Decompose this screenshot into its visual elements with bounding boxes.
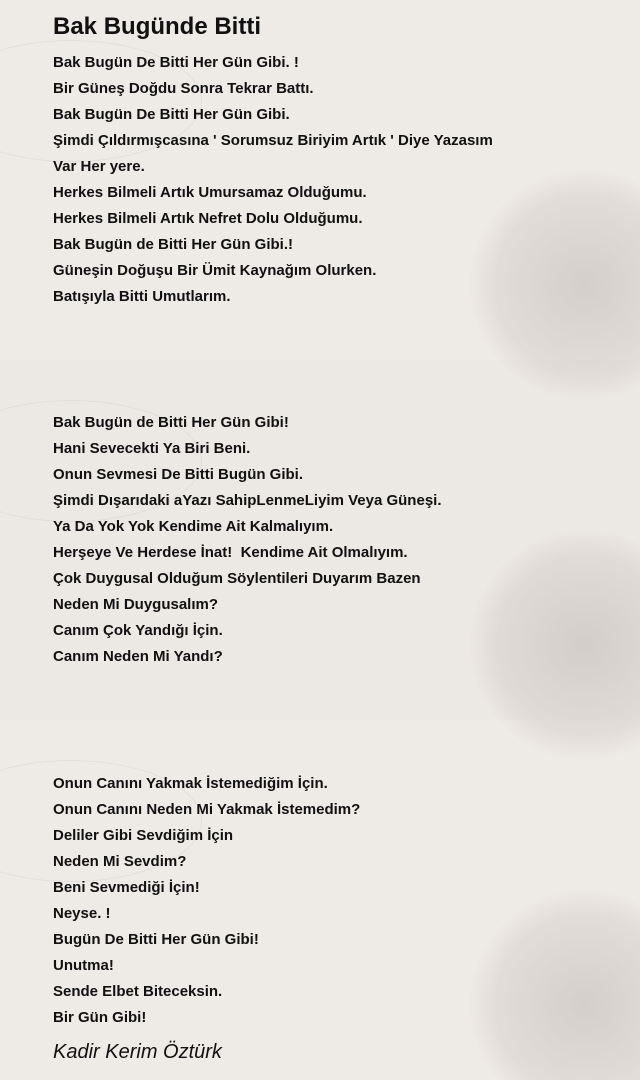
poem-line: Herkes Bilmeli Artık Nefret Dolu Olduğumu.	[53, 210, 363, 227]
poem-line: Onun Sevmesi De Bitti Bugün Gibi.	[53, 466, 304, 483]
poem-line: Bir Güneş Doğdu Sonra Tekrar Battı.	[53, 80, 314, 97]
poem-line: Herkes Bilmeli Artık Umursamaz Olduğumu.	[53, 184, 367, 201]
poem-line: Bak Bugün De Bitti Her Gün Gibi. !	[53, 54, 299, 71]
stanza-1	[53, 50, 623, 310]
poem-line: Var Her yere.	[53, 158, 145, 175]
poem-line: Güneşin Doğuşu Bir Ümit Kaynağım Olurken.	[53, 262, 377, 279]
poem-line: Şimdi Çıldırmışcasına ' Sorumsuz Biriyim Artık ' Diye Yazasım	[53, 132, 493, 149]
poem-line: Bir Gün Gibi!	[53, 1009, 147, 1026]
poem-line: Çok Duygusal Olduğum Söylentileri Duyarım Bazen	[53, 570, 421, 587]
poem-line: Deliler Gibi Sevdiğim İçin	[53, 827, 234, 844]
poem-line: Onun Canını Yakmak İstemediğim İçin.	[53, 775, 328, 792]
poem-line: Canım Çok Yandığı İçin.	[53, 622, 223, 639]
poem-line: Herşeye Ve Herdese İnat! Kendime Ait Olmalıyım.	[53, 544, 408, 561]
stanza-2	[53, 410, 623, 670]
poem-line: Unutma!	[53, 957, 114, 974]
poem-line: Hani Sevecekti Ya Biri Beni.	[53, 440, 251, 457]
poem-line: Bak Bugün de Bitti Her Gün Gibi.!	[53, 236, 293, 253]
poem-line: Bak Bugün De Bitti Her Gün Gibi.	[53, 106, 290, 123]
poem-line: Neyse. !	[53, 905, 111, 922]
poem-line: Batışıyla Bitti Umutlarım.	[53, 288, 231, 305]
poem-line: Beni Sevmediği İçin!	[53, 879, 200, 896]
poem-line: Bugün De Bitti Her Gün Gibi!	[53, 931, 259, 948]
poem-line: Şimdi Dışarıdaki aYazı SahipLenmeLiyim Veya Güneşi.	[53, 492, 442, 509]
poem-line: Sende Elbet Biteceksin.	[53, 983, 223, 1000]
poem-line: Canım Neden Mi Yandı?	[53, 648, 223, 665]
stanza-3	[53, 771, 623, 1031]
poem-title: Bak Bugünde Bitti	[53, 13, 261, 40]
poem-line: Neden Mi Duygusalım?	[53, 596, 219, 613]
poem-line: Onun Canını Neden Mi Yakmak İstemedim?	[53, 801, 361, 818]
poem-line: Ya Da Yok Yok Kendime Ait Kalmalıyım.	[53, 518, 334, 535]
poem-author: Kadir Kerim Öztürk	[53, 1041, 222, 1063]
poem-line: Bak Bugün de Bitti Her Gün Gibi!	[53, 414, 289, 431]
poem-line: Neden Mi Sevdim?	[53, 853, 187, 870]
